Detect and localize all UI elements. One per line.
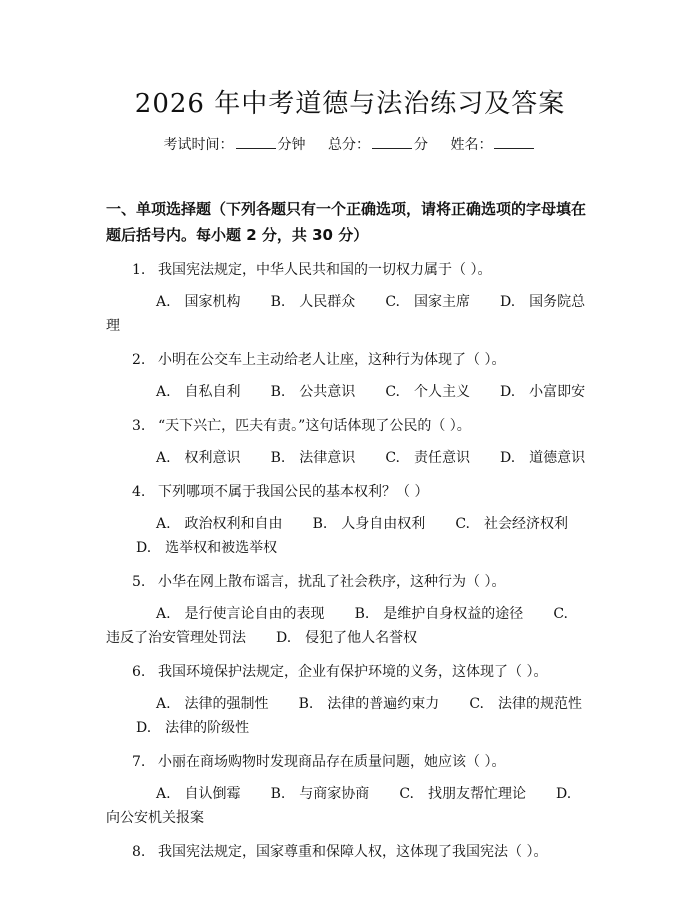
option-b: B. 是维护自身权益的途径 [354, 606, 524, 622]
option-a: A. 国家机构 [156, 294, 241, 310]
section-heading: 一、单项选择题（下列各题只有一个正确选项，请将正确选项的字母填在题后括号内。每小题 2 分，共 30 分） [106, 200, 587, 244]
option-a: A. 是行使言论自由的表现 [156, 606, 325, 622]
question-number: 6. [132, 664, 146, 680]
student-name-label: 姓名： [450, 137, 493, 153]
option-d: D. 小富即安 [499, 384, 586, 400]
option-a: A. 自私自利 [156, 384, 241, 400]
option-b: B. 法律的普遍约束力 [298, 696, 440, 712]
option-d: D. 选举权和被选举权 [136, 540, 278, 556]
total-score-blank [372, 134, 412, 149]
question-item [106, 660, 594, 684]
option-c: C. 责任意识 [385, 450, 470, 466]
document-title: 2026 年中考道德与法治练习及答案 [134, 89, 566, 119]
question-item [106, 750, 594, 774]
total-score-label: 总分： [328, 137, 370, 153]
exam-time-blank [236, 134, 276, 149]
option-d: D. 法律的阶级性 [136, 720, 250, 736]
option-d: D. 道德意识 [499, 450, 586, 466]
total-score-unit: 分 [414, 137, 428, 153]
option-row [106, 782, 594, 830]
option-c: C. 法律的规范性 [469, 696, 582, 712]
question-number: 1. [132, 262, 146, 278]
question-text: 我国环境保护法规定，企业有保护环境的义务，这体现了（ ）。 [158, 664, 548, 680]
question-list [106, 258, 594, 864]
option-a: A. 自认倒霉 [156, 786, 241, 802]
question-text: 小明在公交车上主动给老人让座，这种行为体现了（ ）。 [158, 352, 506, 368]
question-text: 我国宪法规定，国家尊重和保障人权，这体现了我国宪法（ ）。 [158, 844, 548, 860]
question-item [106, 258, 594, 282]
option-row [106, 446, 594, 470]
question-number: 7. [132, 754, 146, 770]
question-number: 8. [132, 844, 146, 860]
exam-time-unit: 分钟 [277, 137, 306, 153]
option-row [106, 692, 594, 740]
option-d: D. 国务院总理 [106, 294, 586, 334]
option-c: C. 违反了治安管理处罚法 [106, 606, 582, 646]
option-row [106, 602, 594, 650]
option-c: C. 国家主席 [385, 294, 470, 310]
option-c: C. 个人主义 [385, 384, 470, 400]
question-text: 下列哪项不属于我国公民的基本权利？（ ） [158, 484, 429, 500]
option-d: D. 向公安机关报案 [106, 786, 586, 826]
option-b: B. 人民群众 [270, 294, 356, 310]
question-item [106, 480, 594, 504]
question-number: 5. [132, 574, 146, 590]
option-c: C. 社会经济权利 [455, 516, 568, 532]
question-number: 3. [132, 418, 146, 434]
question-item [106, 348, 594, 372]
total-score [328, 134, 428, 156]
option-b: B. 与商家协商 [270, 786, 370, 802]
exam-time-label: 考试时间： [163, 137, 234, 153]
option-a: A. 法律的强制性 [156, 696, 269, 712]
option-a: A. 权利意识 [156, 450, 241, 466]
option-row [106, 290, 594, 338]
question-text: 小华在网上散布谣言，扰乱了社会秩序，这种行为（ ）。 [158, 574, 506, 590]
question-number: 2. [132, 352, 146, 368]
question-text: “天下兴亡，匹夫有责。”这句话体现了公民的（ ）。 [158, 418, 471, 434]
option-c: C. 找朋友帮忙理论 [399, 786, 526, 802]
question-number: 4. [132, 484, 146, 500]
option-row [106, 512, 594, 560]
question-item [106, 570, 594, 594]
exam-time [164, 134, 306, 156]
question-text: 我国宪法规定，中华人民共和国的一切权力属于（ ）。 [158, 262, 492, 278]
option-b: B. 公共意识 [270, 384, 356, 400]
option-d: D. 侵犯了他人名誉权 [276, 630, 418, 646]
option-b: B. 人身自由权利 [312, 516, 426, 532]
option-row [106, 380, 594, 404]
student-name [450, 134, 536, 156]
question-item [106, 840, 594, 864]
option-a: A. 政治权利和自由 [156, 516, 283, 532]
student-name-blank [494, 134, 534, 149]
question-item [106, 414, 594, 438]
question-text: 小丽在商场购物时发现商品存在质量问题，她应该（ ）。 [158, 754, 506, 770]
exam-meta [106, 134, 594, 156]
option-b: B. 法律意识 [270, 450, 356, 466]
